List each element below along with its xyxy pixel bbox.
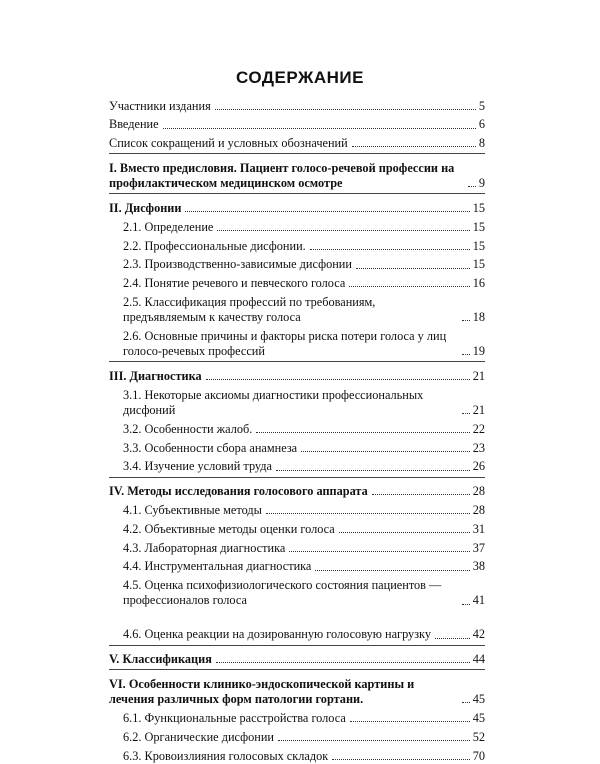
toc-subsection[interactable] [109,254,485,273]
toc-chapter-2[interactable] [109,197,485,216]
chapter-label: III. Диагностика [109,368,202,383]
dot-leader [301,451,470,452]
toc-chapter-5[interactable] [109,649,485,668]
dot-leader [350,721,470,722]
toc-subsection[interactable] [109,537,485,556]
chapter-label: IV. Методы исследования голосового аппарата [109,484,368,499]
toc-subsection[interactable] [109,384,485,418]
chapter-label: VI. Особенности клинико-эндоскопической картины и лечения различных форм патологии гортани. [109,676,415,707]
subsection-label: 4.3. Лабораторная диагностика [123,540,286,555]
dot-leader [462,320,470,321]
toc-page-number: 70 [472,748,485,763]
toc-subsection[interactable] [109,437,485,456]
chapter-label: I. Вместо предисловия. Пациент голосо-речевой профессии на профилактическом медицинском осмотре [109,160,455,191]
toc-subsection[interactable] [109,418,485,437]
toc-page-number: 22 [472,421,485,436]
toc-page-number: 15 [472,238,485,253]
toc-page-number: 19 [472,344,485,359]
dot-leader [339,532,470,533]
chapter-label: V. Классификация [109,652,212,667]
subsection-label: 2.3. Производственно-зависимые дисфонии [123,257,352,272]
dot-leader [217,230,469,231]
toc-page-number: 52 [472,729,485,744]
toc-entry-abbreviations[interactable] [109,133,485,152]
dot-leader [215,109,476,110]
toc-page-number: 26 [472,459,485,474]
toc-subsection[interactable] [109,325,485,359]
toc-page-number: 44 [472,652,485,667]
subsection-label: 6.1. Функциональные расстройства голоса [123,710,346,725]
dot-leader [163,128,476,129]
dot-leader [462,604,470,605]
toc-entry-label: Список сокращений и условных обозначений [109,136,348,151]
subsection-label: 2.1. Определение [123,219,214,234]
toc-page-number: 45 [472,710,485,725]
toc-chapter-4[interactable] [109,481,485,500]
toc-page-number: 9 [478,176,485,191]
subsection-label: 2.5. Классификация профессий по требованиям, предъявляемым к качеству голоса [123,294,376,325]
dot-leader [289,551,469,552]
toc-subsection[interactable] [109,745,485,764]
toc-entry-label: Участники издания [109,98,211,113]
toc-page-number: 42 [472,627,485,642]
toc-page-number: 16 [472,276,485,291]
toc-page-number: 41 [472,593,485,608]
dot-leader [332,759,469,760]
toc-page-number: 23 [472,440,485,455]
dot-leader [276,470,470,471]
toc-page-number: 18 [472,310,485,325]
page-title: СОДЕРЖАНИЕ [236,68,364,87]
toc-subsection[interactable] [109,456,485,475]
subsection-label: 6.3. Кровоизлияния голосовых складок [123,748,329,763]
toc-page-number: 15 [472,200,485,215]
dot-leader [256,432,469,433]
toc-page-number: 28 [472,484,485,499]
toc-subsection[interactable] [109,556,485,575]
dot-leader [185,211,469,212]
toc-subsection[interactable] [109,216,485,235]
toc-subsection[interactable] [109,707,485,726]
toc-subsection[interactable] [109,609,485,643]
subsection-label: 2.4. Понятие речевого и певческого голоса [123,276,346,291]
toc-page-number: 38 [472,559,485,574]
toc-chapter-6[interactable] [109,673,485,707]
subsection-label: 3.4. Изучение условий труда [123,459,273,474]
dot-leader [356,268,470,269]
toc-subsection[interactable] [109,518,485,537]
dot-leader [462,354,470,355]
subsection-label: 3.1. Некоторые аксиомы диагностики профессиональных дисфоний [123,387,424,417]
dot-leader [468,186,476,187]
table-of-contents [109,95,485,764]
subsection-label: 2.2. Профессиональные дисфонии. [123,238,306,253]
toc-page-number: 15 [472,219,485,234]
toc-entry-label: Введение [109,117,159,132]
toc-page-number: 45 [472,692,485,707]
toc-entry-introduction[interactable] [109,114,485,133]
toc-page-number: 5 [478,98,485,113]
subsection-label: 3.3. Особенности сбора анамнеза [123,440,298,455]
dot-leader [216,662,470,663]
toc-page-number: 8 [478,136,485,151]
dot-leader [462,413,470,414]
subsection-label: 4.6. Оценка реакции на дозированную голосовую нагрузку [123,627,432,642]
toc-page-number: 21 [472,402,485,417]
dot-leader [349,286,469,287]
toc-page-number: 31 [472,521,485,536]
toc-chapter-1[interactable] [109,157,485,191]
toc-subsection[interactable] [109,291,485,325]
dot-leader [310,249,470,250]
dot-leader [352,146,476,147]
toc-page-number: 15 [472,257,485,272]
dot-leader [206,379,470,380]
toc-subsection[interactable] [109,235,485,254]
subsection-label: 3.2. Особенности жалоб. [123,421,253,436]
subsection-label: 6.2. Органические дисфонии [123,729,275,744]
dot-leader [435,638,470,639]
dot-leader [266,513,470,514]
dot-leader [278,740,470,741]
toc-subsection[interactable] [109,273,485,292]
dot-leader [315,570,469,571]
subsection-label: 4.2. Объективные методы оценки голоса [123,521,335,536]
toc-subsection[interactable] [109,575,485,609]
subsection-label: 4.4. Инструментальная диагностика [123,559,312,574]
dot-leader [372,494,470,495]
subsection-label: 4.1. Субъективные методы [123,502,262,517]
dot-leader [462,702,470,703]
toc-page-number: 6 [478,117,485,132]
subsection-label: 2.6. Основные причины и факторы риска потери голоса у лиц голосо-речевых профессий [123,328,447,359]
toc-subsection[interactable] [109,499,485,518]
toc-entry-participants[interactable] [109,95,485,114]
toc-page-number: 28 [472,502,485,517]
toc-chapter-3[interactable] [109,365,485,384]
chapter-label: II. Дисфонии [109,200,182,215]
subsection-label: 4.5. Оценка психофизиологического состояния пациентов — профессионалов голоса [123,578,442,608]
toc-page-number: 37 [472,540,485,555]
toc-subsection[interactable] [109,726,485,745]
toc-page-number: 21 [472,368,485,383]
